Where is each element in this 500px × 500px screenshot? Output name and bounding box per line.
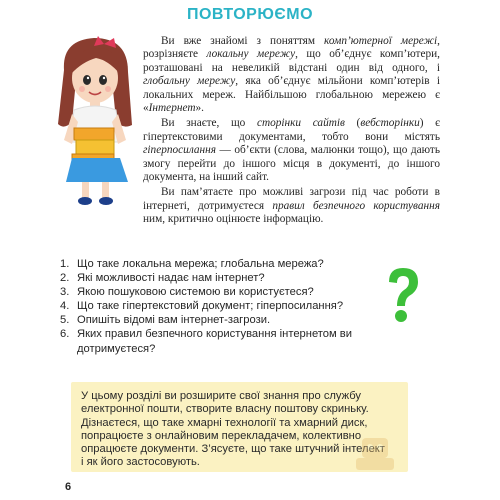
question-item: 3. Якою пошуковою системою ви користуєтеся? bbox=[60, 286, 314, 299]
page-number: 6 bbox=[65, 481, 72, 493]
question-item: 2. Які можливості надає нам інтернет? bbox=[60, 272, 265, 285]
chapter-preview-text: У цьому розділі ви розширите свої знання про службу електронної пошти, створите власну поштову скриньку. Дізнаєтеся, що таке хмарні технології та хмарний диск, попрацюєте з онлайновим перекладачем, колективно опрацюєте документи. З’ясуєте, що таке штучний інтелект і як його застосовують. bbox=[81, 390, 385, 469]
intro-paragraph-3: Ви пам’ятаєте про можливі загрози під час роботи в інтернеті, дотримуєтеся правил безпечного користування ним, критично оцінюєте інформацію. bbox=[143, 186, 440, 226]
question-item: 5. Опишіть відомі вам інтернет-загрози. bbox=[60, 314, 271, 327]
question-item: 1. Що таке локальна мережа; глобальна мережа? bbox=[60, 258, 324, 270]
question-mark-icon bbox=[383, 266, 423, 326]
questions-list bbox=[60, 257, 380, 356]
intro-text bbox=[143, 35, 440, 227]
question-item: 6. Яких правил безпечного користування інтернетом ви дотримуєтеся? bbox=[60, 328, 353, 355]
question-item: 4. Що таке гіпертекстовий документ; гіперпосилання? bbox=[60, 300, 344, 313]
page-title: ПОВТОРЮЄМО bbox=[186, 6, 314, 23]
girl-with-books-illustration bbox=[42, 30, 152, 210]
chapter-preview-box bbox=[71, 382, 408, 472]
robot-watermark bbox=[344, 430, 404, 470]
intro-paragraph-1: Ви вже знайомі з поняттям комп’ютерної мережі, розрізняєте локальну мережу, що об’єднує комп’ютери, розташовані на невеликій відстані один від одного, і глобальну мережу, яка об’єднує мільйони комп’ютерів і локальних мереж. Найбільшою глобальною мережею є «Інтернет». bbox=[143, 35, 440, 115]
intro-paragraph-2: Ви знаєте, що сторінки сайтів (вебсторінки) є гіпертекстовими документами, тобто вони містять гіперпосилання — об’єкти (слова, малюнки тощо), що дають змогу перейти до іншого місця в документі, до іншого документа, на інший сайт. bbox=[143, 117, 440, 184]
